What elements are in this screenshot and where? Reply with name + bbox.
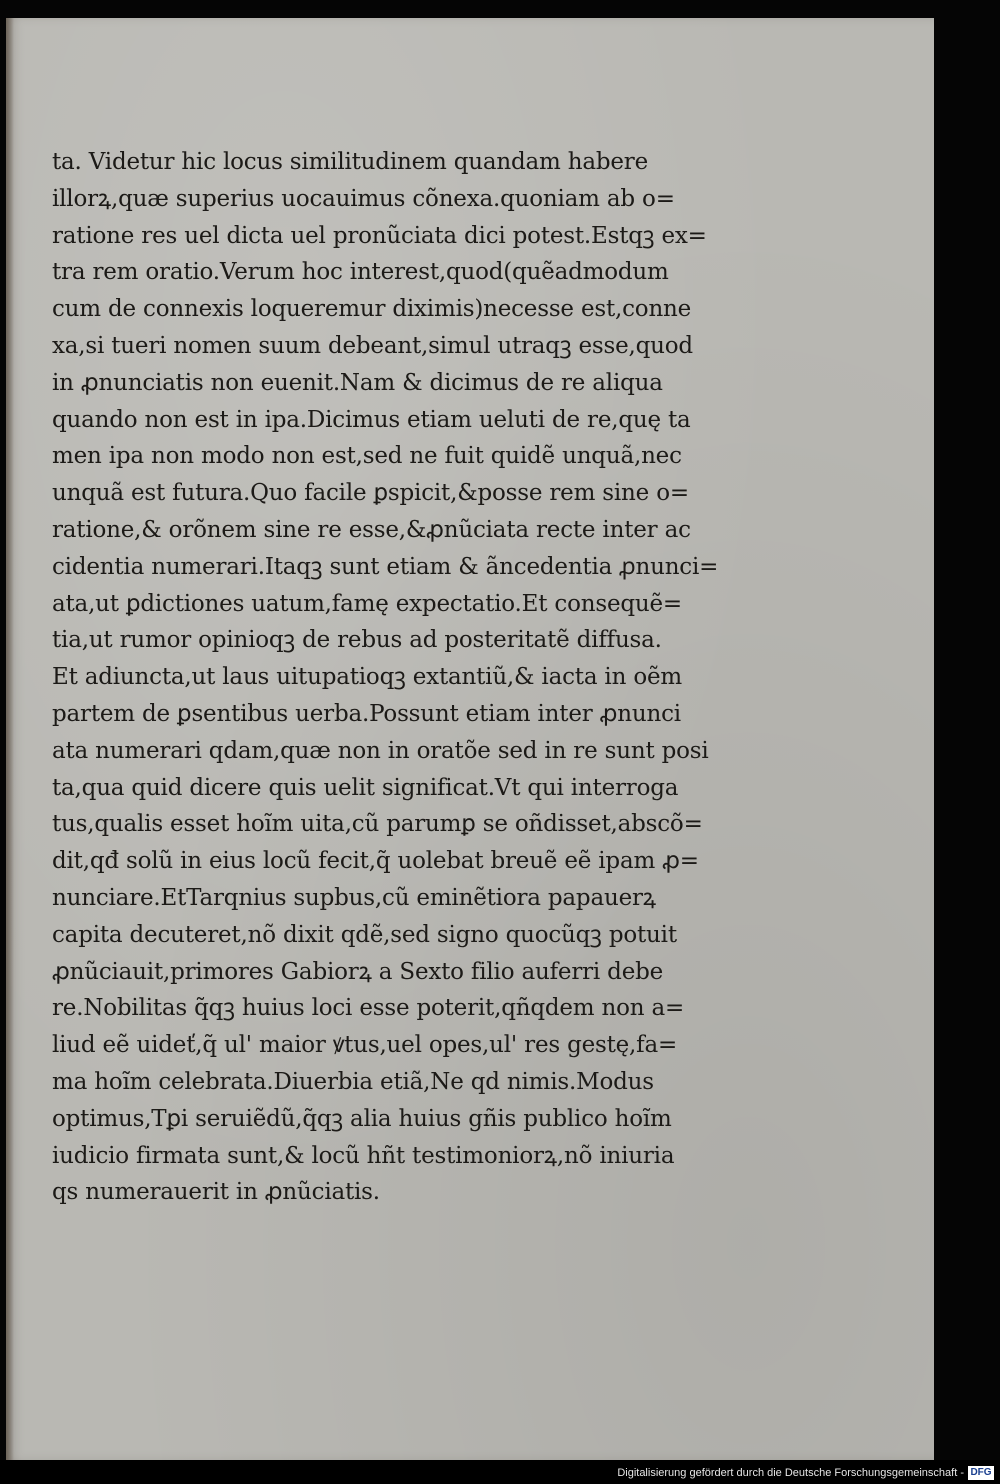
text-line: qs numerauerit in ꝓnũciatis. bbox=[52, 1179, 380, 1206]
text-line: nunciare.EtTarqnius supbus,cũ eminẽtiora papauerꝝ bbox=[52, 884, 656, 911]
text-line: tia,ut rumor opinioqꝫ de rebus ad posteritatẽ diffusa. bbox=[52, 627, 662, 654]
text-line: tus,qualis esset hoĩm uita,cũ parumꝑ se oñdisset,abscõ= bbox=[52, 811, 703, 838]
latin-text-block bbox=[52, 144, 738, 1211]
text-line: xa,si tueri nomen suum debeant,simul utraqꝫ esse,quod bbox=[52, 332, 693, 359]
text-line: dit,qđ solũ in eius locũ fecit,q̃ uolebat breuẽ eẽ ipam ꝓ= bbox=[52, 848, 699, 875]
text-line: ata numerari qdam,quæ non in oratõe sed in re sunt posi bbox=[52, 737, 709, 764]
funding-credit: Digitalisierung gefördert durch die Deutsche Forschungsgemeinschaft - bbox=[617, 1467, 964, 1479]
text-line: unquã est futura.Quo facile ꝑspicit,&posse rem sine o= bbox=[52, 480, 689, 507]
text-line: optimus,Tꝑi seruiẽdũ,q̃qꝫ alia huius gñis publico hoĩm bbox=[52, 1105, 672, 1132]
text-line: illorꝝ,quæ superius uocauimus cõnexa.quoniam ab o= bbox=[52, 185, 675, 212]
book-page bbox=[6, 18, 934, 1460]
text-line: capita decuteret,nõ dixit qdẽ,sed signo quocũqꝫ potuit bbox=[52, 921, 677, 948]
footer-bar bbox=[0, 1460, 1000, 1484]
text-line: ata,ut ꝑdictiones uatum,famę expectatio.Et consequẽ= bbox=[52, 590, 682, 617]
text-line: quando non est in ipa.Dicimus etiam ueluti de re,quę ta bbox=[52, 406, 691, 433]
text-line: partem de ꝑsentibus uerba.Possunt etiam inter ꝓnunci bbox=[52, 700, 681, 727]
text-line: ratione res uel dicta uel pronũciata dici potest.Estqꝫ ex= bbox=[52, 222, 707, 249]
text-line: men ipa non modo non est,sed ne fuit quidẽ unquã,nec bbox=[52, 443, 682, 470]
text-line: ta. Videtur hic locus similitudinem quandam habere bbox=[52, 149, 649, 175]
text-line: iudicio firmata sunt,& locũ hñt testimoniorꝝ,nõ iniuria bbox=[52, 1142, 675, 1169]
text-line: ta,qua quid dicere quis uelit significat.Vt qui interroga bbox=[52, 774, 679, 801]
text-line: re.Nobilitas q̃qꝫ huius loci esse poterit,qñqdem non a= bbox=[52, 995, 685, 1022]
text-line: ratione,& orõnem sine re esse,&ꝓnũciata recte inter ac bbox=[52, 516, 691, 543]
text-line: in ꝓnunciatis non euenit.Nam & dicimus de re aliqua bbox=[52, 369, 663, 396]
text-line: cum de connexis loqueremur diximis)necesse est,conne bbox=[52, 296, 692, 323]
text-line: liud eẽ uideť,q̃ ul' maior ꝟtus,uel opes,ul' res gestę,fa= bbox=[52, 1032, 678, 1059]
page-binding-edge bbox=[6, 18, 14, 1460]
text-line: ma hoĩm celebrata.Diuerbia etiã,Ne qd nimis.Modus bbox=[52, 1068, 654, 1095]
text-line: cidentia numerari.Itaqꝫ sunt etiam & ãncedentia ꝓnunci= bbox=[52, 553, 719, 580]
text-line: tra rem oratio.Verum hoc interest,quod(quẽadmodum bbox=[52, 259, 669, 286]
text-line: Et adiuncta,ut laus uitupatioqꝫ extantiũ,& iacta in oẽm bbox=[52, 664, 682, 691]
dfg-logo: DFG bbox=[968, 1466, 994, 1480]
text-line: ꝓnũciauit,primores Gabiorꝝ a Sexto filio auferri debe bbox=[52, 958, 664, 985]
